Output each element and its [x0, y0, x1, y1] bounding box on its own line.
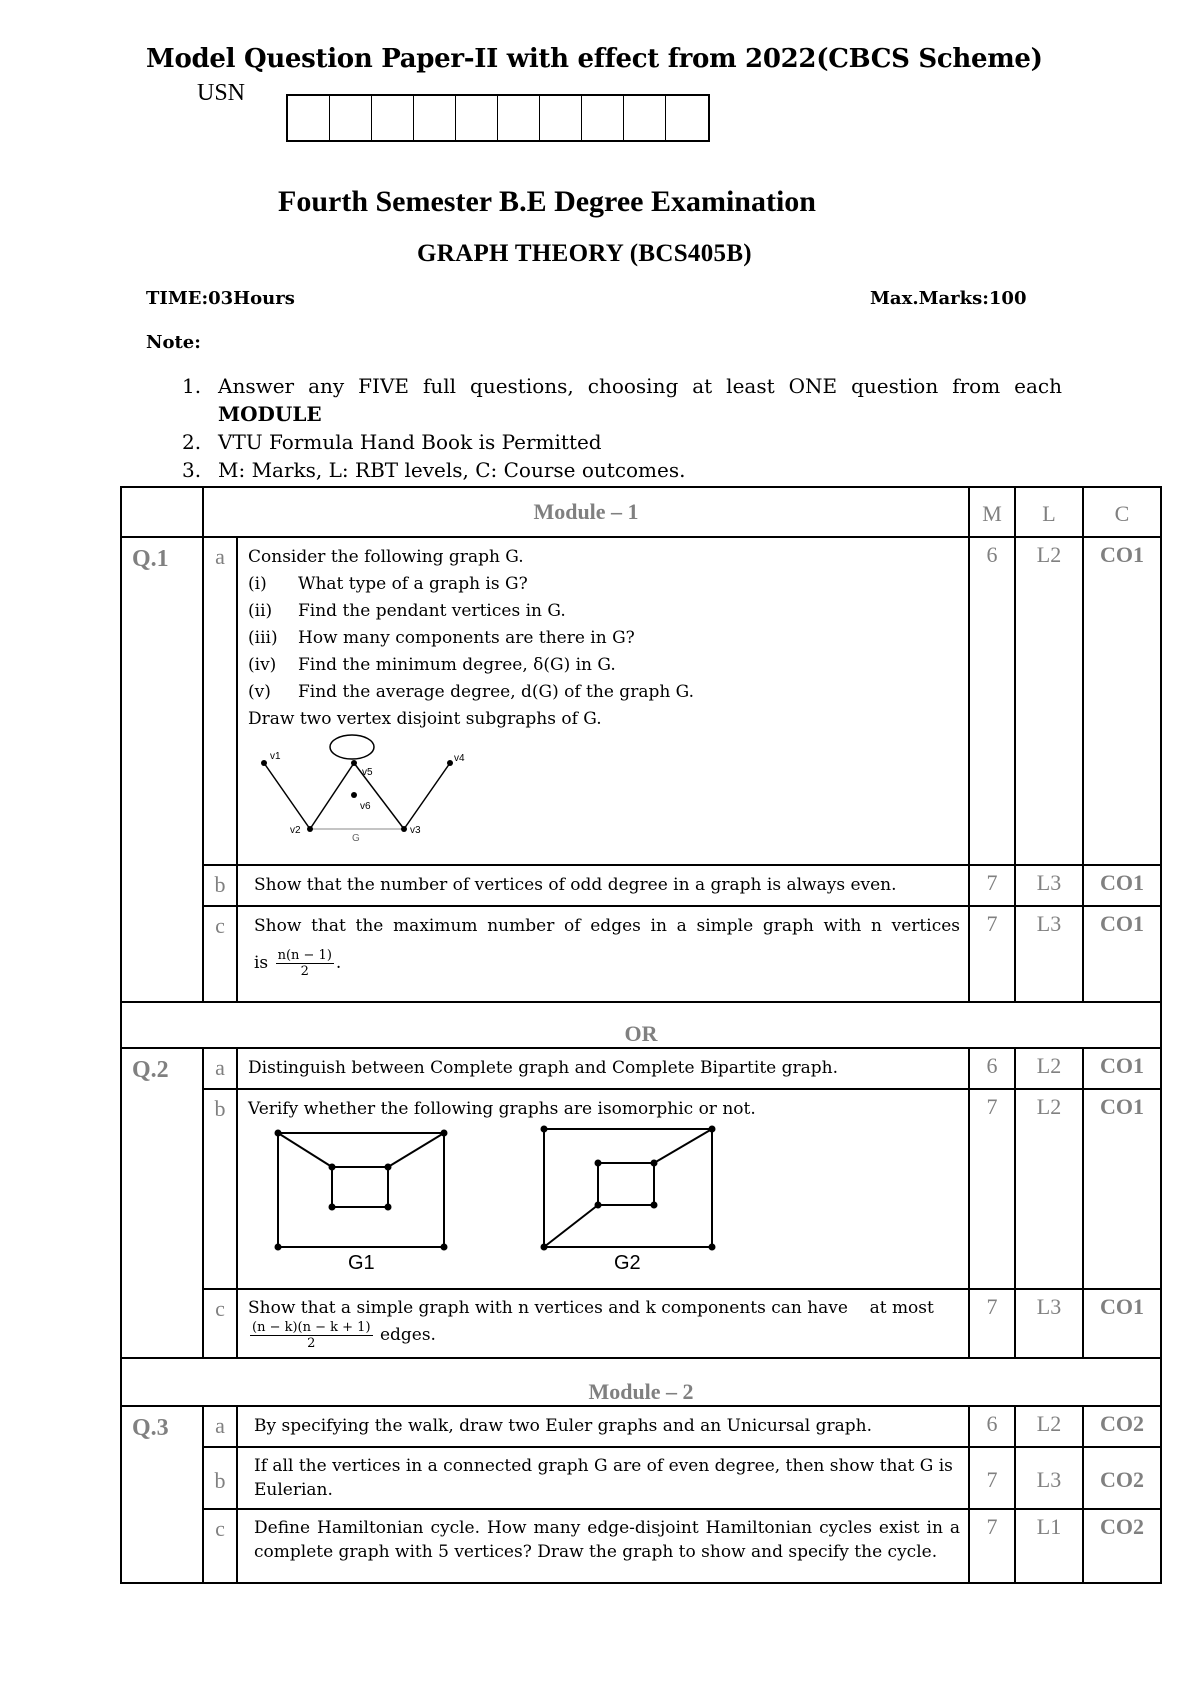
inner-rect	[598, 1163, 654, 1205]
vertex	[351, 760, 357, 766]
usn-label: USN	[197, 80, 246, 106]
vertex	[441, 1244, 448, 1251]
co-value: CO2	[1083, 1509, 1161, 1583]
isomorphism-graphs-figure	[268, 1123, 728, 1273]
vertex-label: v4	[454, 753, 465, 764]
instructions-list	[182, 372, 1062, 484]
question-text: Distinguish between Complete graph and Complete Bipartite graph.	[237, 1048, 969, 1089]
vertex	[307, 826, 313, 832]
level-value: L2	[1015, 537, 1083, 865]
fraction: $\frac{n(n - 1)}{2}$	[277, 948, 332, 979]
edge	[310, 763, 354, 829]
level-value: L3	[1015, 906, 1083, 1002]
usn-cell[interactable]	[330, 96, 372, 140]
note-label: Note:	[146, 332, 201, 353]
inner-rect	[332, 1167, 388, 1207]
vertex	[441, 1130, 448, 1137]
usn-cell[interactable]	[498, 96, 540, 140]
marks-value: 7	[969, 1509, 1015, 1583]
question-text: Define Hamiltonian cycle. How many edge-disjoint Hamiltonian cycles exist in a complete graph with 5 vertices? Draw the graph to show and specify the cycle.	[237, 1509, 969, 1583]
co-value: CO2	[1083, 1447, 1161, 1509]
self-loop	[330, 735, 374, 759]
question-number: Q.2	[121, 1048, 203, 1358]
paper-title: Model Question Paper-II with effect from 2022(CBCS Scheme)	[146, 44, 1043, 74]
level-value: L2	[1015, 1089, 1083, 1289]
graph-g1	[275, 1130, 448, 1274]
sub-question-letter: b	[203, 1447, 237, 1509]
graph-label: G2	[614, 1252, 641, 1273]
fraction: $\frac{(n - k)(n - k + 1)}{2}$	[252, 1320, 371, 1351]
question-text: By specifying the walk, draw two Euler graphs and an Unicursal graph.	[237, 1406, 969, 1447]
outer-rect	[278, 1133, 444, 1247]
sub-question-letter: a	[203, 537, 237, 865]
co-value: CO1	[1083, 1089, 1161, 1289]
sub-question-letter: c	[203, 1289, 237, 1358]
level-value: L1	[1015, 1509, 1083, 1583]
vertex	[709, 1126, 716, 1133]
edge	[404, 763, 450, 829]
vertex	[447, 760, 453, 766]
level-value: L2	[1015, 1406, 1083, 1447]
vertex	[275, 1244, 282, 1251]
vertex-label: v2	[290, 825, 301, 836]
sub-question-letter: c	[203, 906, 237, 1002]
marks-value: 7	[969, 1289, 1015, 1358]
marks-value: 6	[969, 1048, 1015, 1089]
sub-question-letter: b	[203, 865, 237, 906]
sub-question-letter: a	[203, 1406, 237, 1447]
graph-label: G	[352, 833, 360, 843]
usn-cell[interactable]	[372, 96, 414, 140]
instruction-item: 2. VTU Formula Hand Book is Permitted	[182, 430, 602, 454]
level-column-header: L	[1015, 487, 1083, 537]
usn-cell[interactable]	[456, 96, 498, 140]
edge	[388, 1133, 444, 1167]
vertex	[385, 1204, 392, 1211]
vertex	[351, 792, 357, 798]
question-text: If all the vertices in a connected graph G are of even degree, then show that G is Eulerian.	[237, 1447, 969, 1509]
instruction-item: 1. Answer any FIVE full questions, choosing at least ONE question from each MODULE	[182, 374, 1062, 426]
vertex-label: v3	[410, 825, 421, 836]
co-value: CO1	[1083, 906, 1161, 1002]
vertex	[401, 826, 407, 832]
vertex	[541, 1126, 548, 1133]
vertex	[651, 1202, 658, 1209]
level-value: L2	[1015, 1048, 1083, 1089]
question-text: Show that a simple graph with n vertices and k components can have at most $\frac{(n - k)(n - k + 1)}{2}$ edges.	[237, 1289, 969, 1358]
level-value: L3	[1015, 1447, 1083, 1509]
vertex	[541, 1244, 548, 1251]
usn-input-boxes[interactable]	[286, 94, 710, 142]
co-value: CO1	[1083, 1289, 1161, 1358]
sub-question-letter: c	[203, 1509, 237, 1583]
vertex	[329, 1204, 336, 1211]
vertex	[595, 1160, 602, 1167]
instruction-item: 3. M: Marks, L: RBT levels, C: Course outcomes.	[182, 458, 686, 482]
marks-value: 7	[969, 865, 1015, 906]
vertex	[595, 1202, 602, 1209]
edge	[264, 763, 310, 829]
exam-title: Fourth Semester B.E Degree Examination	[278, 185, 816, 218]
co-value: CO1	[1083, 537, 1161, 865]
module-2-heading: Module – 2	[121, 1358, 1161, 1406]
graph-g-figure	[248, 733, 498, 843]
marks-value: 7	[969, 1447, 1015, 1509]
level-value: L3	[1015, 1289, 1083, 1358]
subject-title: GRAPH THEORY (BCS405B)	[417, 240, 752, 267]
question-number: Q.3	[121, 1406, 203, 1583]
or-divider: OR	[121, 1002, 1161, 1048]
graph-label: G1	[348, 1252, 375, 1273]
marks-value: 6	[969, 537, 1015, 865]
usn-cell[interactable]	[540, 96, 582, 140]
level-value: L3	[1015, 865, 1083, 906]
vertex	[651, 1160, 658, 1167]
co-value: CO1	[1083, 865, 1161, 906]
vertex	[709, 1244, 716, 1251]
vertex	[385, 1164, 392, 1171]
question-table	[120, 486, 1162, 1584]
vertex	[261, 760, 267, 766]
question-text: Show that the number of vertices of odd degree in a graph is always even.	[237, 865, 969, 906]
usn-cell[interactable]	[582, 96, 624, 140]
edge	[544, 1205, 598, 1247]
usn-cell[interactable]	[624, 96, 666, 140]
co-value: CO2	[1083, 1406, 1161, 1447]
marks-column-header: M	[969, 487, 1015, 537]
marks-value: 6	[969, 1406, 1015, 1447]
sub-question-letter: b	[203, 1089, 237, 1289]
edge	[278, 1133, 332, 1167]
max-marks-label: Max.Marks:100	[870, 288, 1027, 309]
co-column-header: C	[1083, 487, 1161, 537]
usn-cell[interactable]	[414, 96, 456, 140]
vertex	[329, 1164, 336, 1171]
graph-g2	[541, 1126, 716, 1274]
question-text: Verify whether the following graphs are isomorphic or not. G1 G2	[237, 1089, 969, 1289]
vertex-label: v6	[360, 801, 371, 812]
usn-cell[interactable]	[288, 96, 330, 140]
vertex-label: v5	[362, 767, 373, 778]
question-number: Q.1	[121, 537, 203, 1002]
sub-question-letter: a	[203, 1048, 237, 1089]
marks-value: 7	[969, 906, 1015, 1002]
vertex-label: v1	[270, 751, 281, 762]
time-label: TIME:03Hours	[146, 288, 295, 309]
question-text: Show that the maximum number of edges in a simple graph with n vertices is $\frac{n(n - 1)}{2}$ .	[237, 906, 969, 1002]
outer-rect	[544, 1129, 712, 1247]
usn-cell[interactable]	[666, 96, 708, 140]
question-text: Consider the following graph G. (i) What type of a graph is G? (ii) Find the pendant vertices in G. (iii) How many components are there in G? (iv) Find the minimum degree, δ(G) in G. (v) Find the average degree, d(G) of the graph G. Draw two vertex disjoint subgraphs of G. v1 v2 v3 v4 v5 v6 G	[237, 537, 969, 865]
marks-value: 7	[969, 1089, 1015, 1289]
module-1-heading: Module – 1	[203, 487, 969, 537]
vertex	[275, 1130, 282, 1137]
co-value: CO1	[1083, 1048, 1161, 1089]
edge	[654, 1129, 712, 1163]
